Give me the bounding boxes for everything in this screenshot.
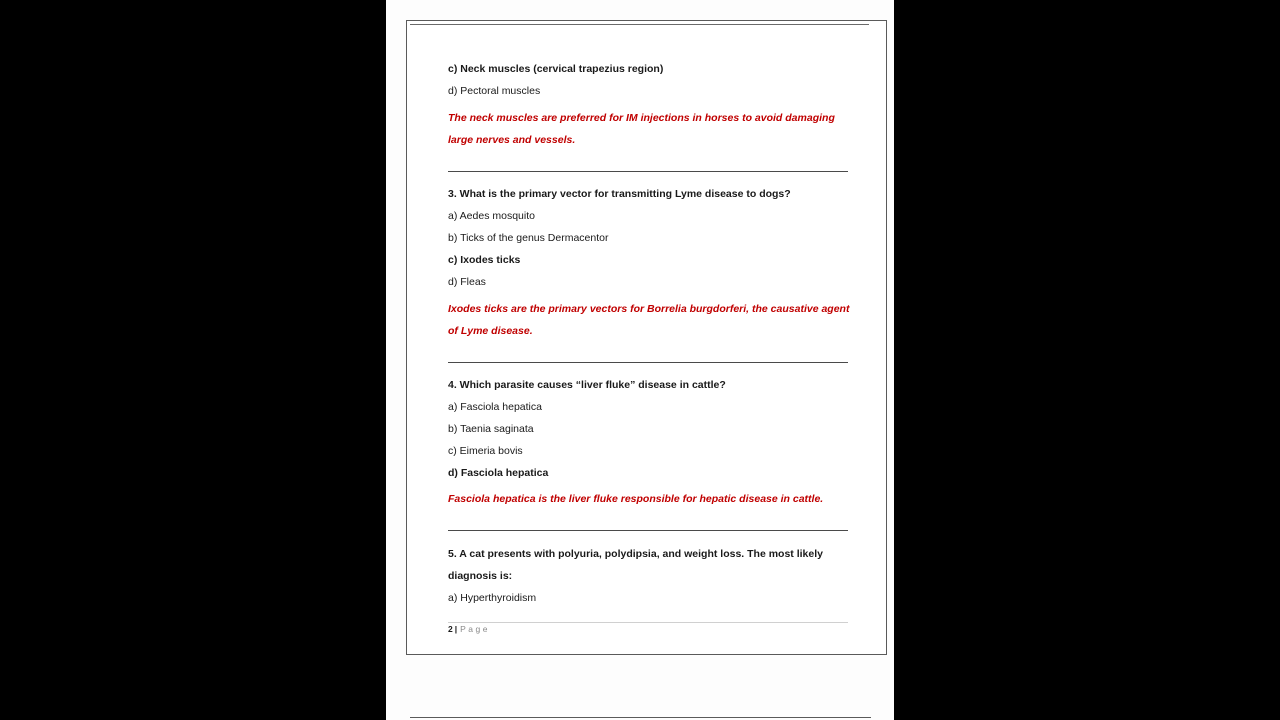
question-divider bbox=[448, 530, 848, 531]
page-number: 2 bbox=[448, 624, 453, 634]
q4-question: 4. Which parasite causes “liver fluke” disease in cattle? bbox=[448, 379, 726, 391]
q3-option-a: a) Aedes mosquito bbox=[448, 210, 535, 222]
q3-option-b: b) Ticks of the genus Dermacentor bbox=[448, 232, 609, 244]
page-label: Page bbox=[460, 624, 490, 634]
q5-question-line1: 5. A cat presents with polyuria, polydipsia, and weight loss. The most likely bbox=[448, 548, 823, 560]
q2-explanation-line2: large nerves and vessels. bbox=[448, 134, 576, 146]
q4-option-d: d) Fasciola hepatica bbox=[448, 467, 549, 479]
document-page bbox=[406, 20, 887, 655]
footer-rule bbox=[448, 622, 848, 623]
q2-explanation-line1: The neck muscles are preferred for IM injections in horses to avoid damaging bbox=[448, 112, 835, 124]
q4-option-b: b) Taenia saginata bbox=[448, 423, 534, 435]
q3-option-c: c) Ixodes ticks bbox=[448, 254, 521, 266]
next-page-header-rule bbox=[410, 717, 871, 718]
header-rule bbox=[410, 24, 869, 25]
q4-option-a: a) Fasciola hepatica bbox=[448, 401, 542, 413]
q3-option-d: d) Fleas bbox=[448, 276, 486, 288]
footer-separator: | bbox=[454, 624, 458, 634]
q2-option-d: d) Pectoral muscles bbox=[448, 85, 541, 97]
question-divider bbox=[448, 171, 848, 172]
q4-explanation-line1: Fasciola hepatica is the liver fluke responsible for hepatic disease in cattle. bbox=[448, 493, 824, 505]
q4-option-c: c) Eimeria bovis bbox=[448, 445, 523, 457]
q5-question-line2: diagnosis is: bbox=[448, 570, 513, 582]
page-footer bbox=[448, 624, 490, 634]
q5-option-a: a) Hyperthyroidism bbox=[448, 592, 537, 604]
q3-explanation-line2: of Lyme disease. bbox=[448, 325, 533, 337]
q2-option-c: c) Neck muscles (cervical trapezius region) bbox=[448, 63, 664, 75]
question-divider bbox=[448, 362, 848, 363]
q3-explanation-line1: Ixodes ticks are the primary vectors for Borrelia burgdorferi, the causative agent bbox=[448, 303, 850, 315]
q3-question: 3. What is the primary vector for transmitting Lyme disease to dogs? bbox=[448, 188, 791, 200]
